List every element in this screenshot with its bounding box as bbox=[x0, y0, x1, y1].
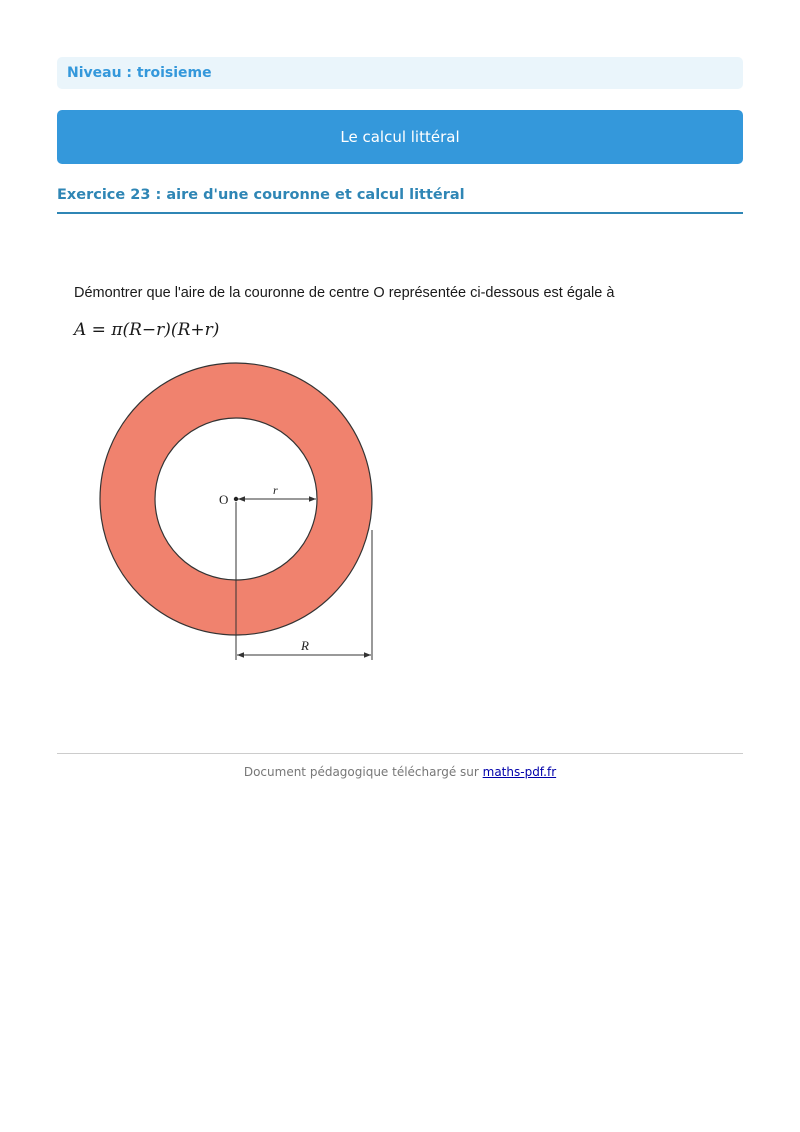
chapter-banner bbox=[57, 110, 743, 164]
footer-text: Document pédagogique téléchargé sur bbox=[243, 765, 483, 779]
level-bar bbox=[57, 57, 743, 89]
center-point bbox=[234, 497, 238, 501]
footer-divider bbox=[57, 753, 743, 754]
chapter-title: Le calcul littéral bbox=[340, 128, 460, 146]
center-label: O bbox=[219, 492, 229, 507]
inner-radius-label: r bbox=[273, 483, 278, 497]
outer-radius-label: R bbox=[301, 638, 309, 653]
exercise-statement: Démontrer que l'aire de la couronne de centre O représentée ci-dessous est égale à bbox=[74, 285, 615, 301]
footer bbox=[57, 765, 743, 779]
exercise-heading bbox=[57, 184, 743, 214]
exercise-title: Exercice 23 : aire d'une couronne et calcul littéral bbox=[57, 187, 465, 203]
level-label: Niveau : troisieme bbox=[67, 65, 212, 81]
footer-link[interactable]: maths-pdf.fr bbox=[482, 765, 557, 779]
area-formula: A = π(R−r)(R+r) bbox=[74, 320, 220, 340]
annulus-figure bbox=[95, 360, 405, 670]
